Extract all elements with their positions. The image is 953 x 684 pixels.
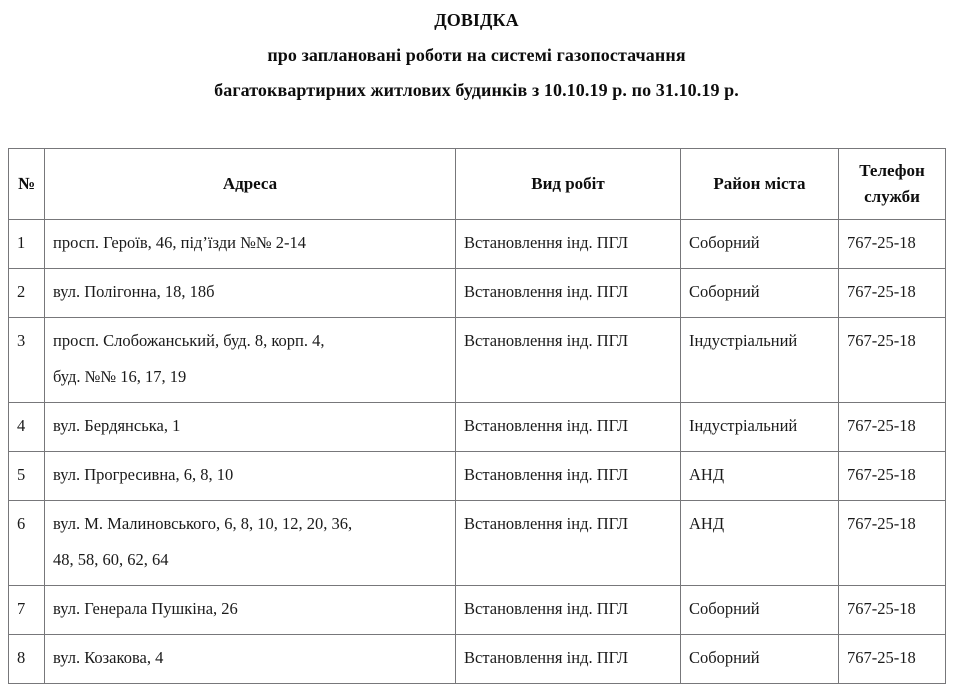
column-header-phone-line-2: служби (864, 187, 920, 206)
cell-work-type: Встановлення інд. ПГЛ (456, 220, 681, 269)
table-row (9, 269, 946, 318)
cell-district: Соборний (681, 635, 839, 684)
cell-district: Соборний (681, 220, 839, 269)
table-row (9, 403, 946, 452)
column-header-district: Район міста (681, 149, 839, 220)
cell-number: 4 (9, 403, 45, 452)
document-title-block (0, 0, 953, 101)
cell-district: Індустріальний (681, 318, 839, 403)
cell-phone: 767-25-18 (839, 403, 946, 452)
table-row (9, 452, 946, 501)
cell-work-type: Встановлення інд. ПГЛ (456, 318, 681, 403)
address-line: вул. Бердянська, 1 (53, 416, 181, 435)
column-header-number: № (9, 149, 45, 220)
cell-number: 6 (9, 501, 45, 586)
column-header-phone (839, 149, 946, 220)
address-line: просп. Героїв, 46, під’їзди №№ 2-14 (53, 233, 306, 252)
table-body (9, 220, 946, 684)
cell-work-type: Встановлення інд. ПГЛ (456, 586, 681, 635)
cell-address (45, 403, 456, 452)
address-line: буд. №№ 16, 17, 19 (53, 367, 187, 386)
cell-phone: 767-25-18 (839, 635, 946, 684)
cell-address (45, 635, 456, 684)
address-line: вул. Полігонна, 18, 18б (53, 282, 215, 301)
cell-work-type: Встановлення інд. ПГЛ (456, 452, 681, 501)
document-subtitle-line-1: про заплановані роботи на системі газопостачання (267, 45, 686, 65)
cell-address (45, 452, 456, 501)
address-line: вул. М. Малиновського, 6, 8, 10, 12, 20, 36, (53, 514, 353, 533)
cell-district: Соборний (681, 269, 839, 318)
table-row (9, 586, 946, 635)
address-line: 48, 58, 60, 62, 64 (53, 550, 169, 569)
cell-district: Соборний (681, 586, 839, 635)
table-header (9, 149, 946, 220)
cell-address (45, 318, 456, 403)
cell-number: 5 (9, 452, 45, 501)
address-line: просп. Слобожанський, буд. 8, корп. 4, (53, 331, 325, 350)
column-header-address: Адреса (45, 149, 456, 220)
cell-phone: 767-25-18 (839, 452, 946, 501)
document-subtitle-line-2: багатоквартирних житлових будинків з 10.10.19 р. по 31.10.19 р. (214, 80, 739, 100)
cell-number: 2 (9, 269, 45, 318)
schedule-table (8, 148, 946, 684)
cell-number: 8 (9, 635, 45, 684)
cell-number: 1 (9, 220, 45, 269)
column-header-work-type: Вид робіт (456, 149, 681, 220)
address-line: вул. Прогресивна, 6, 8, 10 (53, 465, 234, 484)
table-row (9, 220, 946, 269)
cell-district: Індустріальний (681, 403, 839, 452)
document-heading: ДОВІДКА (434, 10, 519, 30)
cell-work-type: Встановлення інд. ПГЛ (456, 635, 681, 684)
cell-address (45, 586, 456, 635)
cell-phone: 767-25-18 (839, 269, 946, 318)
table-row (9, 318, 946, 403)
schedule-table-wrapper (8, 148, 945, 684)
column-header-phone-line-1: Телефон (859, 161, 925, 180)
cell-phone: 767-25-18 (839, 501, 946, 586)
address-line: вул. Генерала Пушкіна, 26 (53, 599, 238, 618)
cell-phone: 767-25-18 (839, 220, 946, 269)
cell-phone: 767-25-18 (839, 586, 946, 635)
cell-phone: 767-25-18 (839, 318, 946, 403)
table-header-row (9, 149, 946, 220)
cell-address (45, 269, 456, 318)
cell-number: 7 (9, 586, 45, 635)
cell-district: АНД (681, 452, 839, 501)
cell-work-type: Встановлення інд. ПГЛ (456, 269, 681, 318)
cell-address (45, 220, 456, 269)
table-row (9, 635, 946, 684)
cell-work-type: Встановлення інд. ПГЛ (456, 403, 681, 452)
cell-district: АНД (681, 501, 839, 586)
cell-number: 3 (9, 318, 45, 403)
address-line: вул. Козакова, 4 (53, 648, 164, 667)
cell-work-type: Встановлення інд. ПГЛ (456, 501, 681, 586)
